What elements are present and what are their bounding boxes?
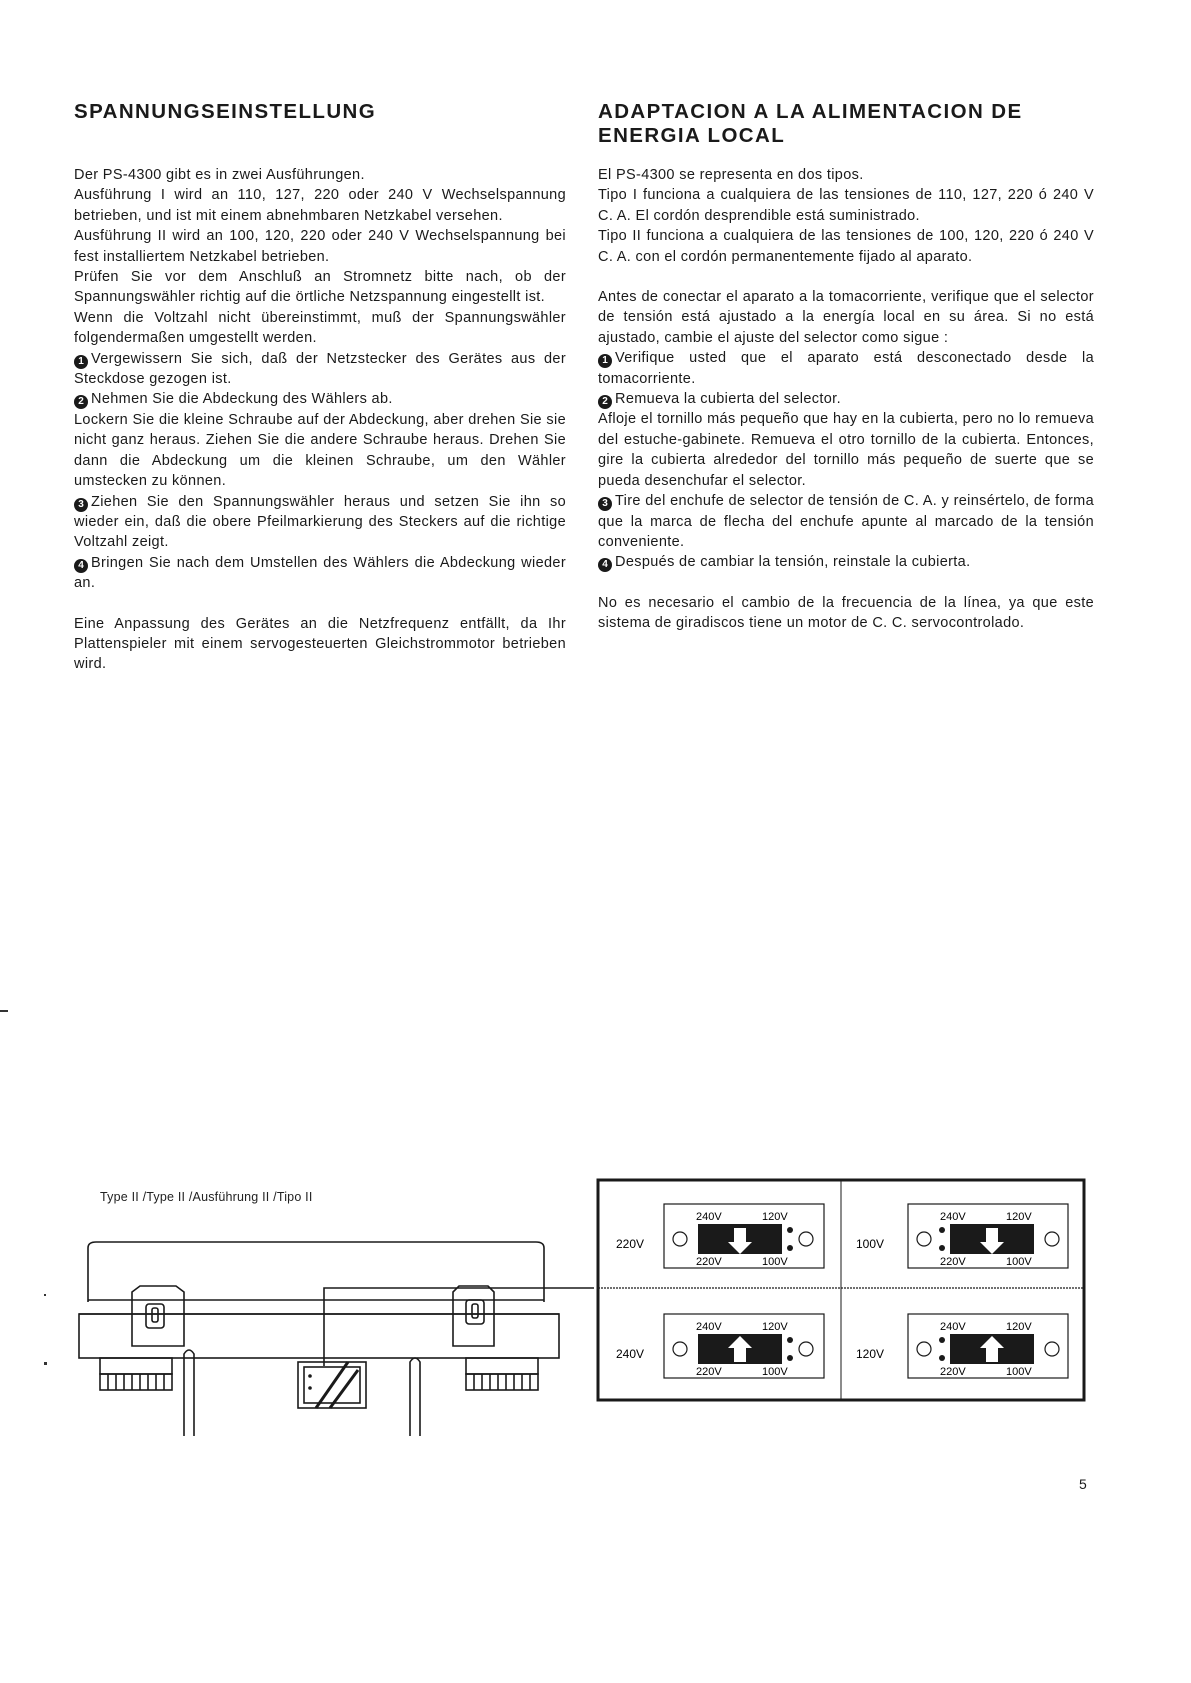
german-step-1 <box>74 349 566 390</box>
spanish-step-2-text: Remueva la cubierta del selector. <box>615 391 841 408</box>
right-hinge-icon <box>453 1286 494 1346</box>
svg-text:100V: 100V <box>762 1366 788 1378</box>
step-number-4-icon: 4 <box>74 559 88 573</box>
svg-text:100V: 100V <box>1006 1256 1032 1268</box>
german-paragraph-7: Eine Anpassung des Gerätes an die Netzfrequenz entfällt, da Ihr Plattenspieler mit einem servogesteuerten Gleichstrommotor betrieben wird. <box>74 615 566 673</box>
svg-text:240V: 240V <box>940 1321 966 1333</box>
svg-text:120V: 120V <box>1006 1211 1032 1223</box>
screw-icon <box>673 1342 687 1356</box>
screw-icon <box>799 1232 813 1246</box>
step-number-2-icon: 2 <box>74 395 88 409</box>
screw-icon <box>917 1232 931 1246</box>
german-step-2-text: Nehmen Sie die Abdeckung des Wählers ab. <box>91 391 393 408</box>
ground-cord-icon <box>410 1358 420 1436</box>
turntable-rear-view <box>74 1236 599 1436</box>
german-column <box>74 100 566 675</box>
spanish-step-2 <box>598 389 1094 409</box>
spanish-step-1-text: Verifique usted que el aparato está desconectado desde la tomacorriente. <box>598 350 1094 387</box>
page-number: 5 <box>1079 1476 1087 1492</box>
spanish-paragraph-5: Afloje el tornillo más pequeño que hay en la cubierta, pero no lo remueva del estuche-gabinete. Remueva el otro tornillo de la cubierta. Entonces, gire la cubierta alrededor del tornillo más pequeño de suerte que se pueda desenchufar el selector. <box>598 411 1094 489</box>
spanish-step-4 <box>598 552 1094 572</box>
selector-setting-label: 220V <box>616 1237 645 1251</box>
svg-text:100V: 100V <box>762 1256 788 1268</box>
svg-text:220V: 220V <box>940 1366 966 1378</box>
screw-icon <box>1045 1342 1059 1356</box>
svg-text:220V: 220V <box>940 1256 966 1268</box>
step-number-1-icon: 1 <box>74 355 88 369</box>
step-number-3-icon: 3 <box>74 498 88 512</box>
spanish-step-4-text: Después de cambiar la tensión, reinstale la cubierta. <box>615 554 971 571</box>
german-step-1-text: Vergewissern Sie sich, daß der Netzstecker des Gerätes aus der Steckdose gezogen ist. <box>74 350 566 388</box>
spanish-heading: ADAPTACION A LA ALIMENTACION DE ENERGIA LOCAL <box>598 100 1023 147</box>
scan-mark <box>44 1294 46 1296</box>
german-step-4 <box>74 553 566 594</box>
german-step-4-text: Bringen Sie nach dem Umstellen des Wählers die Abdeckung wieder an. <box>74 554 566 592</box>
german-paragraph-4: Prüfen Sie vor dem Anschluß an Stromnetz bitte nach, ob der Spannungswähler richtig auf die örtliche Netzspannung eingestellt ist. <box>74 269 566 306</box>
svg-text:240V: 240V <box>696 1211 722 1223</box>
german-paragraph-6: Lockern Sie die kleine Schraube auf der Abdeckung, aber drehen Sie sie nicht ganz heraus. Ziehen Sie die andere Schraube heraus. Drehen Sie dann die Abdeckung um die kleinen Schraube, um den Wähler umstecken zu können. <box>74 411 566 490</box>
german-paragraph-2: Ausführung I wird an 110, 127, 220 oder 240 V Wechselspannung betrieben, und ist mit einem abnehmbaren Netzkabel versehen. <box>74 187 566 224</box>
step-number-1-icon: 1 <box>598 354 612 368</box>
dust-cover-outline <box>88 1242 544 1302</box>
spanish-paragraph-1: El PS-4300 se representa en dos tipos. <box>598 167 864 183</box>
svg-text:120V: 120V <box>762 1321 788 1333</box>
cabinet-outline <box>79 1314 559 1358</box>
spanish-step-1 <box>598 348 1094 389</box>
spanish-step-3-text: Tire del enchufe de selector de tensión de C. A. y reinsértelo, de forma que la marca de flecha del enchufe apunte al marcado de la tensión conveniente. <box>598 493 1094 550</box>
german-heading: SPANNUNGSEINSTELLUNG <box>74 100 377 123</box>
screw-icon <box>1045 1232 1059 1246</box>
spanish-step-3 <box>598 491 1094 552</box>
svg-text:120V: 120V <box>1006 1321 1032 1333</box>
step-number-4-icon: 4 <box>598 558 612 572</box>
step-number-3-icon: 3 <box>598 497 612 511</box>
screw-icon <box>917 1342 931 1356</box>
selector-120v <box>856 1314 1068 1378</box>
left-foot-icon <box>100 1358 172 1390</box>
selector-220v <box>616 1204 824 1268</box>
svg-text:100V: 100V <box>1006 1366 1032 1378</box>
german-step-2 <box>74 389 566 409</box>
selector-setting-label: 100V <box>856 1237 885 1251</box>
right-foot-icon <box>466 1358 538 1390</box>
german-paragraph-1: Der PS-4300 gibt es in zwei Ausführungen. <box>74 167 365 183</box>
step-number-2-icon: 2 <box>598 395 612 409</box>
spanish-paragraph-2: Tipo I funciona a cualquiera de las tensiones de 110, 127, 220 ó 240 V C. A. El cordón desprendible está suministrado. <box>598 187 1094 224</box>
spanish-paragraph-3: Tipo II funciona a cualquiera de las tensiones de 100, 120, 220 ó 240 V C. A. con el cordón permanentemente fijado al aparato. <box>598 228 1094 265</box>
svg-text:220V: 220V <box>696 1256 722 1268</box>
voltage-selector-panel <box>596 1178 1086 1402</box>
selector-setting-label: 240V <box>616 1347 645 1361</box>
german-paragraph-5: Wenn die Voltzahl nicht übereinstimmt, muß der Spannungswähler folgendermaßen umgestellt werden. <box>74 309 566 347</box>
scan-mark <box>44 1362 47 1365</box>
selector-240v <box>616 1314 824 1378</box>
german-step-3 <box>74 492 566 553</box>
figure-caption: Type II /Type II /Ausführung II /Tipo II <box>100 1190 313 1204</box>
spanish-paragraph-6: No es necesario el cambio de la frecuencia de la línea, ya que este sistema de giradiscos tiene un motor de C. C. servocontrolado. <box>598 594 1094 632</box>
screw-icon <box>799 1342 813 1356</box>
german-step-3-text: Ziehen Sie den Spannungswähler heraus und setzen Sie ihn so wieder ein, daß die obere Pfeilmarkierung des Steckers auf die richtige Voltzahl zeigt. <box>74 493 566 551</box>
svg-text:220V: 220V <box>696 1366 722 1378</box>
svg-text:240V: 240V <box>940 1211 966 1223</box>
spanish-paragraph-4: Antes de conectar el aparato a la tomacorriente, verifique que el selector de tensión está ajustado a la energía local en su área. Si no está ajustado, cambie el ajuste del selector como sigue : <box>598 289 1094 346</box>
screw-icon <box>673 1232 687 1246</box>
selector-100v <box>856 1204 1068 1268</box>
german-paragraph-3: Ausführung II wird an 100, 120, 220 oder 240 V Wechselspannung bei fest installiertem Netzkabel betrieben. <box>74 228 566 265</box>
scan-mark <box>0 1010 8 1012</box>
svg-text:240V: 240V <box>696 1321 722 1333</box>
selector-setting-label: 120V <box>856 1347 885 1361</box>
svg-text:120V: 120V <box>762 1211 788 1223</box>
spanish-column <box>598 100 1094 634</box>
left-hinge-icon <box>132 1286 184 1346</box>
power-cord-icon <box>184 1350 194 1436</box>
